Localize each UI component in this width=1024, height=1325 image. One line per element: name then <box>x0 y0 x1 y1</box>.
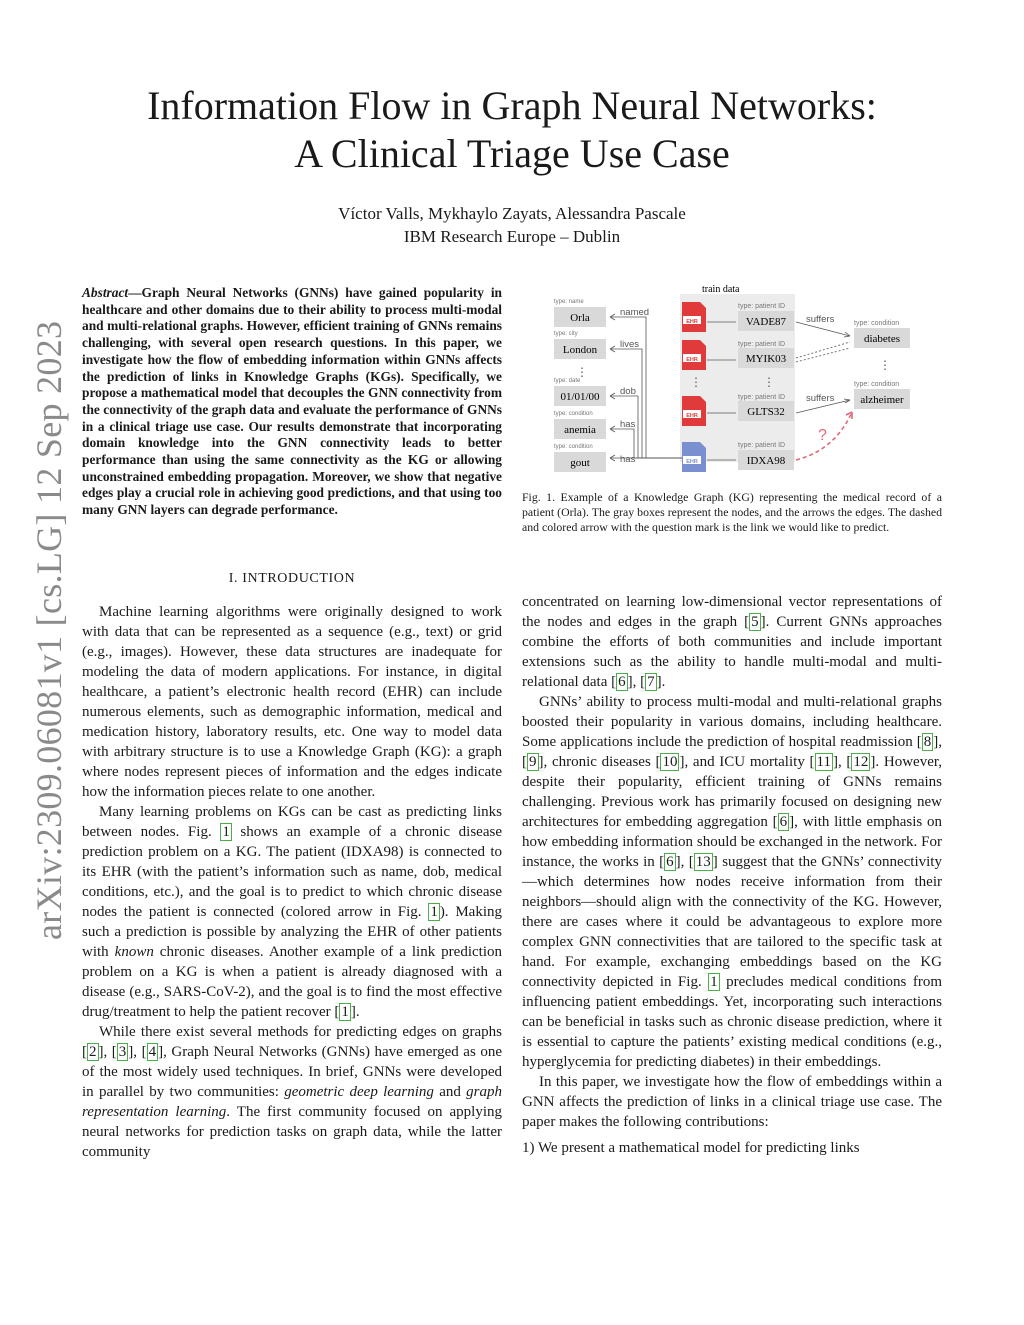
svg-text:London: London <box>562 344 598 356</box>
citation-link[interactable]: 10 <box>662 754 678 770</box>
affiliation: IBM Research Europe – Dublin <box>403 227 621 246</box>
abstract-text: —Graph Neural Networks (GNNs) have gained popularity in healthcare and other domains due to their ability to process multi-modal and multi-relational graphs. However, efficient training of GNNs remains challenging, with several open research questions. In this paper, we investigate how the flow of embedding information within GNNs affects the prediction of links in Knowledge Graphs (KGs). Specifically, we propose a mathematical model that decouples the GNN connectivity from the connectivity of the graph data and evaluate the performance of GNNs in a clinical triage use case. Our results demonstrate that incorporating domain knowledge into the GNN connectivity leads to better performance than using the same connectivity as the KG or allowing unconstrained embedding propagation. Moreover, we show that negative edges play a crucial role in achieving good predictions, and that using too many GNN layers can degrade performance. <box>82 285 502 518</box>
intro-paragraph-4: concentrated on learning low-dimensional vector representations of the nodes and edges in the graph [ 5 ]. Current GNNs approaches combine the efforts of both communities and include important extensions such as the ability to handle multi-modal and multi-relational data [ 6 ], [ 7 ]. <box>522 594 942 690</box>
svg-text:diabetes: diabetes <box>863 333 901 345</box>
title-line-2: A Clinical Triage Use Case <box>294 131 730 176</box>
section-heading-introduction: I. INTRODUCTION <box>228 571 356 586</box>
intro-paragraph-1: Machine learning algorithms were originally designed to work with data that can be represented as a sequence (e.g., text) or grid (e.g., images). However, these data structures are inadequate for modeling the data of modern applications. For instance, in digital healthcare, a patient’s electronic health record (EHR) can include numerous elements, such as demographic information, medical and medication history, laboratory results, etc. One way to model data with arbitrary structure is to use a Knowledge Graph (KG): a graph where nodes represent pieces of information and the edges indicate how the information pieces relate to one another. <box>82 604 502 800</box>
edge-label-suffers-2: suffers <box>806 393 835 404</box>
kg-node-gout <box>554 444 606 472</box>
svg-text:EHR: EHR <box>686 459 698 465</box>
svg-text:IDXA98: IDXA98 <box>746 455 786 467</box>
intro-paragraph-3: While there exist several methods for predicting edges on graphs [ 2 ], [ 3 ], [ 4 ], Graph Neural Networks (GNNs) have emerged as one of the most widely used techniques. In brief, GNNs were developed in parallel by two communities: geometric deep learning and graph representation learning. The first community focused on applying neural networks for prediction tasks on graph data, while the latter community <box>82 1024 503 1160</box>
svg-text:type: condition: type: condition <box>554 411 593 417</box>
figure-1-knowledge-graph <box>550 282 910 477</box>
contribution-list-item: 1) We present a mathematical model for predicting links <box>522 1140 860 1156</box>
edge-label-lives: lives <box>620 339 640 350</box>
edge-label-suffers: suffers <box>806 314 835 325</box>
citation-link[interactable]: 3 <box>118 1044 127 1060</box>
vertical-dots: ⋮ <box>690 375 702 389</box>
svg-text:type: condition: type: condition <box>854 320 900 327</box>
arxiv-id: arXiv:2309.06081v1 [cs.LG] 12 Sep 2023 <box>29 320 69 940</box>
svg-text:type: city: type: city <box>554 331 578 337</box>
svg-text:VADE87: VADE87 <box>745 316 787 328</box>
intro-paragraph-2: Many learning problems on KGs can be cast as predicting links between nodes. Fig. 1 shows an example of a chronic disease prediction problem on a KG. The patient (IDXA98) is connected to its EHR (with the patient’s information such as name, dob, medical conditions, etc.), and the goal is to predict to which chronic disease nodes the patient is connected (colored arrow in Fig. 1 ). Making such a prediction is possible by analyzing the EHR of other patients with known chronic diseases. Another example of a link prediction problem on a KG is when a patient is already diagnosed with a disease (e.g., SARS-CoV-2), and the goal is to find the most effective drug/treatment to help the patient recover [ 1 ]. <box>82 804 502 1020</box>
intro-left-column <box>82 602 502 1162</box>
citation-link[interactable]: 5 <box>751 614 759 630</box>
edge-label-has: has <box>620 419 636 430</box>
edge-label-dob: dob <box>620 386 636 397</box>
condition-node-alzheimer <box>854 381 910 409</box>
citation-link[interactable]: 1 <box>341 1004 349 1020</box>
kg-node-anemia <box>554 411 606 439</box>
citation-link[interactable]: 6 <box>618 674 626 690</box>
author-block <box>0 202 1024 248</box>
svg-text:EHR: EHR <box>686 357 698 363</box>
ehr-document-icon <box>682 340 706 370</box>
svg-text:type: patient ID: type: patient ID <box>738 442 786 449</box>
svg-text:anemia: anemia <box>564 424 596 436</box>
ehr-document-icon-target <box>682 442 706 472</box>
edge-label-has-2: has <box>620 454 636 465</box>
svg-text:alzheimer: alzheimer <box>860 394 904 406</box>
svg-text:type: condition: type: condition <box>854 381 900 388</box>
citation-link[interactable]: 2 <box>89 1044 97 1060</box>
vertical-dots: ⋮ <box>763 375 775 389</box>
kg-node-london <box>554 331 606 359</box>
citation-link[interactable]: 4 <box>148 1044 157 1060</box>
citation-link[interactable]: 12 <box>853 754 869 770</box>
citation-link[interactable]: 13 <box>695 854 711 870</box>
svg-text:Orla: Orla <box>570 312 590 324</box>
svg-text:gout: gout <box>570 457 590 469</box>
condition-node-diabetes <box>854 320 910 348</box>
citation-link[interactable]: 6 <box>779 814 788 830</box>
vertical-dots: ⋮ <box>576 365 588 379</box>
question-mark: ? <box>818 427 827 444</box>
citation-link[interactable]: 6 <box>666 854 674 870</box>
figure-1-caption: Fig. 1. Example of a Knowledge Graph (KG) representing the medical record of a patient (Orla). The gray boxes represent the nodes, and the arrows the edges. The dashed and colored arrow with the question mark is the link we would like to predict. <box>522 490 942 534</box>
figure-ref-link[interactable]: 1 <box>430 904 438 920</box>
kg-node-orla <box>554 299 606 327</box>
svg-text:EHR: EHR <box>686 319 698 325</box>
ehr-document-icon <box>682 302 706 332</box>
author-list: Víctor Valls, Mykhaylo Zayats, Alessandra Pascale <box>338 204 686 223</box>
kg-node-dob <box>554 378 606 406</box>
abstract-label: Abstract <box>82 285 129 300</box>
svg-text:type: patient ID: type: patient ID <box>738 341 786 348</box>
svg-text:type: patient ID: type: patient ID <box>738 394 786 401</box>
svg-text:type: condition: type: condition <box>554 444 593 450</box>
edge-label-named: named <box>620 307 650 318</box>
figure-ref-link[interactable]: 1 <box>710 974 718 990</box>
citation-link[interactable]: 7 <box>647 674 655 690</box>
intro-paragraph-5: GNNs’ ability to process multi-modal and multi-relational graphs boosted their popularity in various domains, including healthcare. Some applications include the prediction of hospital readmission [ 8 ], [ 9 ], chronic diseases [ 10 ], and ICU mortality [ 11 ], [ 12 ]. However, despite their popularity, efficient training of GNNs remains challenging. Previous work has primarily focused on designing new architectures for embedding aggregation [ 6 ], with little emphasis on how embedding information should be exchanged in the network. For instance, the works in [ 6 ], [ 13 ] suggest that the GNNs’ connectivity—which determines how nodes receive information from their neighbors—should align with the connectivity of the KG. However, there are cases where it could be advantageous to explore more complex GNN connectivities that are tailored to the specific task at hand. For example, exchanging embeddings based on the KG connectivity depicted in Fig. 1 precludes medical conditions from influencing patient embeddings. Yet, incorporating such interactions can be beneficial in tasks such as chronic disease prediction, where it is essential to capture the patients’ existing medical conditions (e.g., hyperglycemia for predicting diabetes) in their embeddings. <box>522 694 943 1070</box>
train-data-label: train data <box>702 284 740 295</box>
vertical-dots: ⋮ <box>879 358 891 372</box>
intro-paragraph-6: In this paper, we investigate how the flow of embeddings within a GNN affects the prediction of links in a clinical triage use case. The paper makes the following contributions: <box>522 1074 942 1130</box>
citation-link[interactable]: 8 <box>923 734 932 750</box>
citation-link[interactable]: 11 <box>816 754 831 770</box>
figure-ref-link[interactable]: 1 <box>222 824 230 840</box>
svg-text:GLTS32: GLTS32 <box>747 406 785 418</box>
svg-text:01/01/00: 01/01/00 <box>560 391 600 403</box>
ehr-document-icon <box>682 396 706 426</box>
svg-text:MYIK03: MYIK03 <box>745 353 787 365</box>
svg-text:EHR: EHR <box>686 413 698 419</box>
intro-right-column <box>522 592 942 1158</box>
title-line-1: Information Flow in Graph Neural Networks: <box>147 83 877 128</box>
abstract <box>82 285 502 519</box>
svg-text:type: date: type: date <box>554 378 581 384</box>
citation-link[interactable]: 9 <box>529 754 537 770</box>
svg-text:type: name: type: name <box>554 299 584 305</box>
paper-title <box>0 82 1024 178</box>
svg-text:type: patient ID: type: patient ID <box>738 303 786 310</box>
